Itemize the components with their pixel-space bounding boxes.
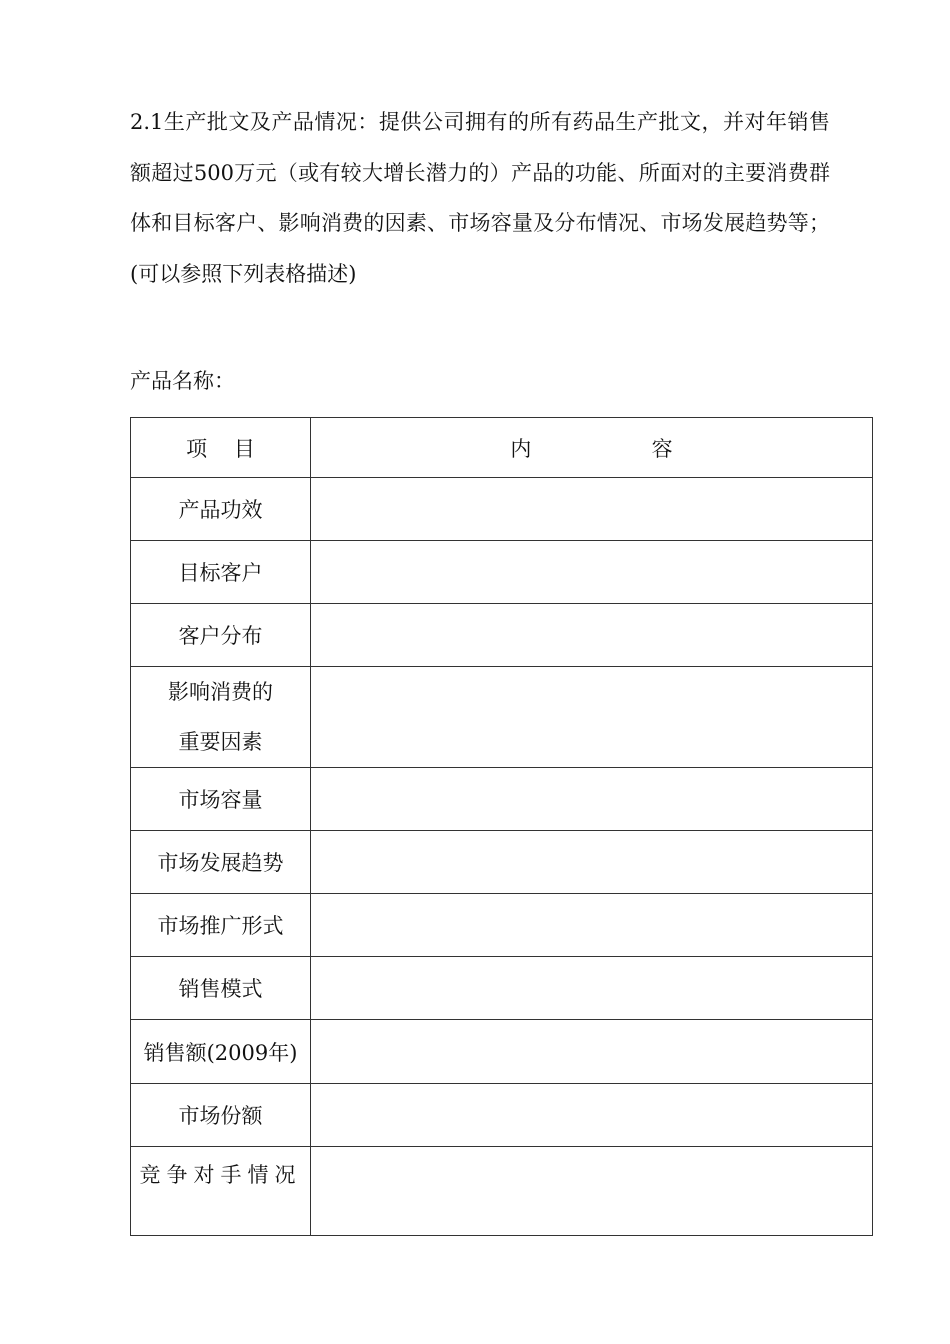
row-label-cell	[131, 541, 311, 604]
row-label: 产品功效	[178, 498, 263, 522]
row-content-cell[interactable]	[311, 667, 873, 768]
table-row	[131, 957, 873, 1020]
table-row	[131, 478, 873, 541]
table-row	[131, 831, 873, 894]
row-label: 市场推广形式	[157, 914, 284, 938]
header-item-cell	[131, 418, 311, 478]
row-content-cell[interactable]	[311, 1084, 873, 1147]
row-label-cell	[131, 1020, 311, 1084]
table-row	[131, 1020, 873, 1084]
row-label-cell	[131, 667, 311, 768]
row-label: 销售模式	[178, 977, 263, 1001]
row-content-cell[interactable]	[311, 541, 873, 604]
row-content-cell[interactable]	[311, 957, 873, 1020]
row-label: 市场份额	[178, 1104, 263, 1128]
row-label-cell	[131, 768, 311, 831]
row-label-cell	[131, 831, 311, 894]
row-label: 客户分布	[178, 624, 263, 648]
table-row	[131, 667, 873, 768]
table-row	[131, 604, 873, 667]
header-content-label: 内 容	[510, 436, 673, 461]
row-label: 目标客户	[178, 561, 263, 585]
intro-paragraph: 2.1生产批文及产品情况：提供公司拥有的所有药品生产批文，并对年销售额超过500万元（或有较大增长潜力的）产品的功能、所面对的主要消费群体和目标客户、影响消费的因素、市场容量及分布情况、市场发展趋势等；(可以参照下列表格描述)	[130, 110, 830, 286]
row-label-cell	[131, 957, 311, 1020]
row-content-cell[interactable]	[311, 768, 873, 831]
header-content-cell	[311, 418, 873, 478]
row-content-cell[interactable]	[311, 1020, 873, 1084]
row-label-wrap	[131, 1147, 310, 1189]
table-row	[131, 1084, 873, 1147]
row-content-cell[interactable]	[311, 831, 873, 894]
row-content-cell[interactable]	[311, 894, 873, 957]
product-info-table	[130, 417, 873, 1236]
row-label-line2: 重要因素	[178, 730, 263, 754]
row-label-cell	[131, 478, 311, 541]
table-row	[131, 894, 873, 957]
table-header-row	[131, 418, 873, 478]
row-content-cell[interactable]	[311, 1147, 873, 1236]
table-row	[131, 541, 873, 604]
table-row	[131, 768, 873, 831]
row-content-cell[interactable]	[311, 604, 873, 667]
row-label-cell	[131, 1147, 311, 1236]
row-label: 市场容量	[178, 788, 263, 812]
header-item-label: 项 目	[186, 436, 255, 461]
row-content-cell[interactable]	[311, 478, 873, 541]
row-label-cell	[131, 1084, 311, 1147]
row-label: 竞争对手情况	[139, 1163, 302, 1187]
row-label-cell	[131, 604, 311, 667]
row-label-line1: 影响消费的	[168, 680, 273, 704]
product-name-label: 产品名称：	[130, 369, 235, 393]
table-row	[131, 1147, 873, 1236]
row-label-cell	[131, 894, 311, 957]
row-label: 销售额(2009年)	[143, 1040, 298, 1065]
row-label: 市场发展趋势	[157, 851, 284, 875]
